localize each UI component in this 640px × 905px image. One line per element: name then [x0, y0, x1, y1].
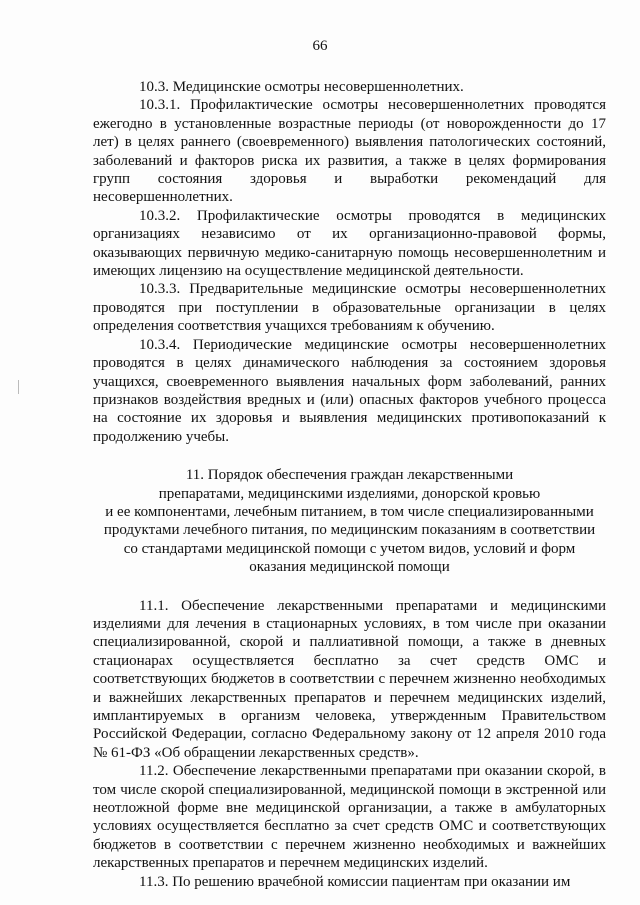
section-title-line: продуктами лечебного питания, по медицинским показаниям в соответствии: [103, 522, 596, 539]
paragraph-10-3-2: 10.3.2. Профилактические осмотры проводятся в медицинских организациях независимо от их организационно-правовой формы, оказывающих первичную медико-санитарную помощь несовершеннолетним и имеющих лицензию на осуществление медицинской деятельности.: [93, 207, 606, 280]
paragraph-11-1: 11.1. Обеспечение лекарственными препаратами и медицинскими изделиями для лечения в стационарных условиях, в том числе при оказании специализированной, скорой и паллиативной помощи, а также в дневных стационарах осуществляется бесплатно за счет средств ОМС и соответствующих бюджетов в соответствии с перечнем жизненно необходимых и важнейших лекарственных препаратов и перечнем медицинских изделий, имплантируемых в организм человека, утвержденным Правительством Российской Федерации, согласно Федеральному закону от 12 апреля 2010 года № 61-ФЗ «Об обращении лекарственных средств».: [93, 597, 606, 761]
section-11-title: [93, 466, 606, 576]
section-title-line: оказания медицинской помощи: [249, 559, 450, 576]
paragraph-10-3-4: 10.3.4. Периодические медицинские осмотры несовершеннолетних проводятся в целях динамического наблюдения за состоянием здоровья учащихся, своевременного выявления начальных форм заболеваний, ранних признаков воздействия вредных и (или) опасных факторов учебного процесса на состояние их здоровья и выявления медицинских противопоказаний к продолжению учебы.: [93, 336, 606, 445]
paragraph-11-2: 11.2. Обеспечение лекарственными препаратами при оказании скорой, в том числе скорой специализированной, медицинской помощи в экстренной или неотложной форме вне медицинской организации, а также в амбулаторных условиях осуществляется бесплатно за счет средств ОМС и соответствующих бюджетов в соответствии с перечнем жизненно необходимых и важнейших лекарственных препаратов и перечнем медицинских изделий.: [93, 763, 606, 872]
paragraph-10-3-1: 10.3.1. Профилактические осмотры несовершеннолетних проводятся ежегодно в установленные возрастные периоды (от новорожденности до 17 лет) в целях раннего (своевременного) выявления патологических состояний, заболеваний и факторов риска их развития, а также в целях формирования групп состояния здоровья и выработки рекомендаций для несовершеннолетних.: [93, 97, 606, 206]
paragraph-10-3: 10.3. Медицинские осмотры несовершеннолетних.: [139, 79, 464, 95]
section-title-line: препаратами, медицинскими изделиями, донорской кровью: [158, 485, 541, 502]
section-title-line: со стандартами медицинской помощи с учетом видов, условий и форм: [123, 540, 576, 557]
document-body: [93, 78, 606, 891]
paragraph-10-3-3: 10.3.3. Предварительные медицинские осмотры несовершеннолетних проводятся при поступлении в образовательные организации в целях определения соответствия учащихся требованиям к обучению.: [93, 281, 606, 335]
section-title-line: и ее компонентами, лечебным питанием, в том числе специализированными: [105, 503, 594, 520]
section-title-line: 11. Порядок обеспечения граждан лекарственными: [185, 467, 514, 484]
scan-artifact: [18, 380, 19, 394]
page-number: 66: [312, 38, 328, 54]
paragraph-11-3: 11.3. По решению врачебной комиссии пациентам при оказании им: [139, 873, 571, 890]
